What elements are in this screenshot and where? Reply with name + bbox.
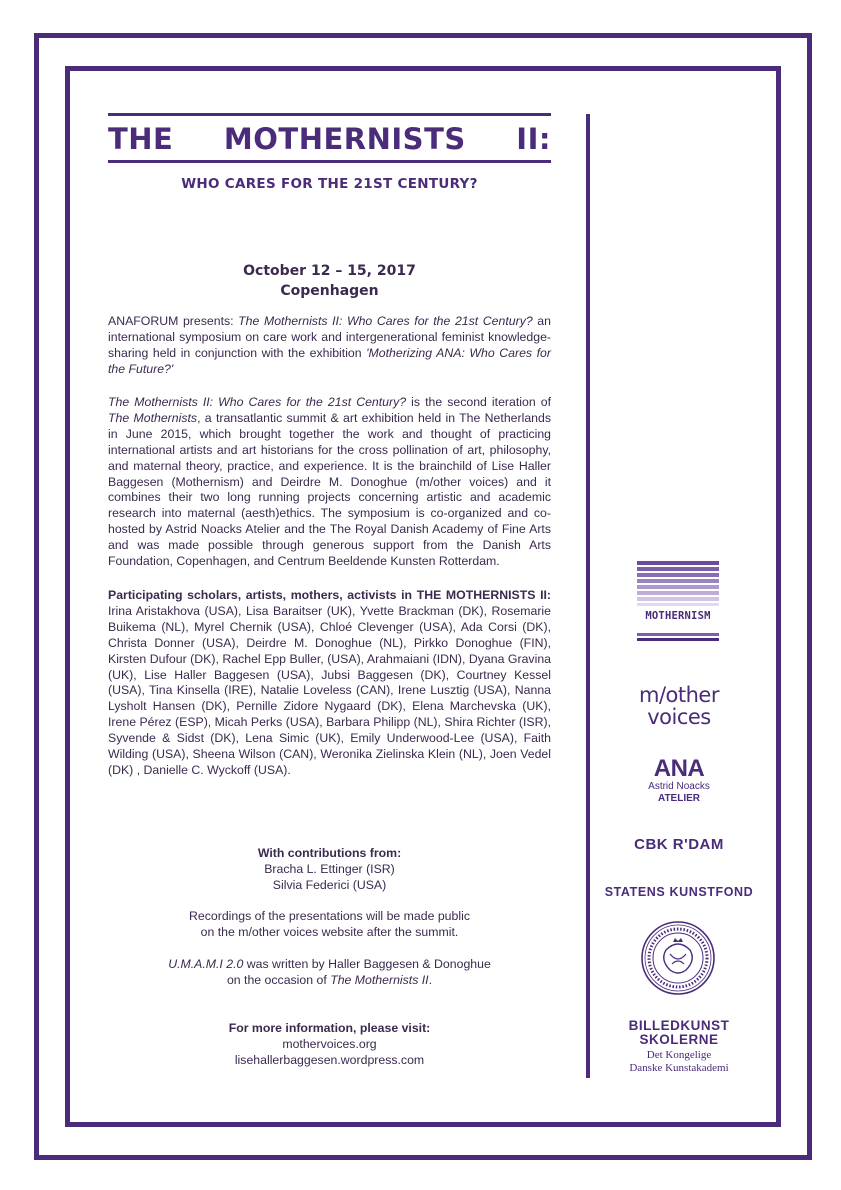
description-text: is the second iteration of: [406, 395, 551, 409]
ana-atelier: ATELIER: [657, 793, 701, 804]
contributor-name: Bracha L. Ettinger (ISR): [264, 862, 395, 876]
symposium-title-italic: The Mothernists II: Who Cares for the 21st Century?: [238, 314, 533, 328]
intro-paragraph: [108, 314, 551, 378]
ana-logo: [606, 757, 752, 805]
title-word-mothernists: MOTHERNISTS: [223, 122, 466, 156]
mothervoices-line2: voices: [647, 705, 711, 729]
intro-text: ANAFORUM presents:: [108, 314, 239, 328]
event-city: Copenhagen: [280, 283, 379, 299]
title-word-the: THE: [108, 122, 174, 156]
more-info-block: [108, 1020, 551, 1068]
participants-list: Irina Aristakhova (USA), Lisa Baraitser (UK), Yvette Brackman (DK), Rosemarie Buikema (NL), Myrel Chernik (USA), Chloé Clevenger (USA), Ada Corsi (DK), Christa Donner (USA), Deirdre M. Donoghue (NL), Pirkko Donoghue (FIN), Kirsten Dufour (DK), Rachel Epp Buller, (USA), Arahmaiani (IDN), Dyana Gravina (UK), Lise Haller Baggesen (USA), Jubsi Baggesen (DK), Courtney Kessel (USA), Tina Kinsella (IRE), Natalie Loveless (CAN), Irene Lusztig (USA), Nanna Lysholt Hansen (DK), Pernille Zidore Nygaard (DK), Elena Marchevska (UK), Irene Pérez (ESP), Micah Perks (USA), Barbara Philipp (NL), Shira Richter (ISR), Syvende & Sidst (DK), Lena Simic (UK), Emily Underwood-Lee (USA), Faith Wilding (USA), Sheena Wilson (CAN), Weronika Zielinska Klein (NL), Joen Vedel (DK) , Danielle C. Wyckoff (USA).: [108, 603, 551, 777]
event-info: [108, 261, 551, 301]
ana-mark: ANA: [653, 755, 705, 782]
description-text-cont: , a transatlantic summit & art exhibition held in The Netherlands in June 2015, which brought together the work and thought of practicing international artists and art historians for the cross pollination of art, philosophy, and maternal theory, practice, and experience. It is the brainchild of Lise Haller Baggesen (Mothernism) and Deirdre M. Donoghue (m/other voices) and it combines their two long running projects concerning artistic and academic research into maternal (aesth)ethics. The symposium is co-organized and co-hosted by Astrid Noacks Atelier and the The Royal Danish Academy of Fine Arts and was made possible through generous support from the Danish Arts Foundation, Copenhagen, and Centrum Beeldende Kunsten Rotterdam.: [108, 410, 551, 569]
billedkunstskolerne-logo: [596, 1019, 762, 1075]
umami-text: .: [428, 973, 433, 987]
contributor-name: Silvia Federici (USA): [272, 878, 387, 892]
title-rule-top: [108, 113, 551, 116]
website-link-lisehallerbaggesen[interactable]: lisehallerbaggesen.wordpress.com: [234, 1053, 425, 1067]
intro-text-cont: an international symposium on care work and intergenerational feminist knowledge-sharing held in conjunction with the exhibition: [108, 314, 551, 360]
mothernism-label: MOTHERNISM: [645, 610, 711, 622]
vertical-divider: [586, 114, 590, 1078]
billedkunst-line3: Det Kongelige: [646, 1049, 712, 1061]
cbk-logo: CBK R'DAM: [634, 836, 724, 853]
recordings-line: Recordings of the presentations will be made public: [189, 909, 470, 923]
billedkunst-line4: Danske Kunstakademi: [629, 1062, 729, 1074]
umami-work-title: The Mothernists II: [330, 973, 429, 987]
page-title: [108, 120, 551, 158]
billedkunst-line2: SKOLERNE: [639, 1032, 719, 1047]
symposium-title-italic-2: The Mothernists II: Who Cares for the 21st Century?: [108, 395, 407, 409]
description-paragraph: [108, 395, 551, 570]
umami-title: U.M.A.M.I 2.0: [168, 957, 244, 971]
subtitle: WHO CARES FOR THE 21ST CENTURY?: [181, 176, 478, 192]
ana-name: Astrid Noacks: [648, 781, 710, 792]
contributions-heading: With contributions from:: [257, 846, 402, 860]
academy-seal-icon: [640, 920, 716, 996]
recordings-line: on the m/other voices website after the summit.: [200, 925, 459, 939]
event-dates: October 12 – 15, 2017: [243, 263, 416, 279]
recordings-note: [108, 908, 551, 940]
participants-paragraph: [108, 588, 551, 779]
mothernism-logo-graphic: [637, 561, 719, 641]
mothernism-logo: [637, 561, 719, 641]
title-word-ii: II:: [516, 122, 551, 156]
participants-heading: Participating scholars, artists, mothers, activists in THE MOTHERNISTS II:: [108, 588, 551, 602]
umami-text: was written by Haller Baggesen & Donoghue: [243, 957, 491, 971]
billedkunst-line1: BILLEDKUNST: [628, 1018, 730, 1033]
umami-text: on the occasion of: [226, 973, 331, 987]
exhibition-title-italic: 'Motherizing ANA: Who Cares for the Future?': [108, 345, 551, 376]
umami-note: [108, 956, 551, 988]
more-info-heading: For more information, please visit:: [228, 1021, 431, 1035]
mothervoices-line1: m/other: [639, 683, 719, 707]
website-link-mothervoices[interactable]: mothervoices.org: [282, 1037, 377, 1051]
mothernists-italic: The Mothernists: [108, 410, 198, 425]
statens-kunstfond-logo: STATENS KUNSTFOND: [604, 885, 754, 899]
title-rule-bottom: [108, 160, 551, 163]
mothervoices-logo: [614, 684, 744, 728]
contributions-block: [108, 845, 551, 893]
